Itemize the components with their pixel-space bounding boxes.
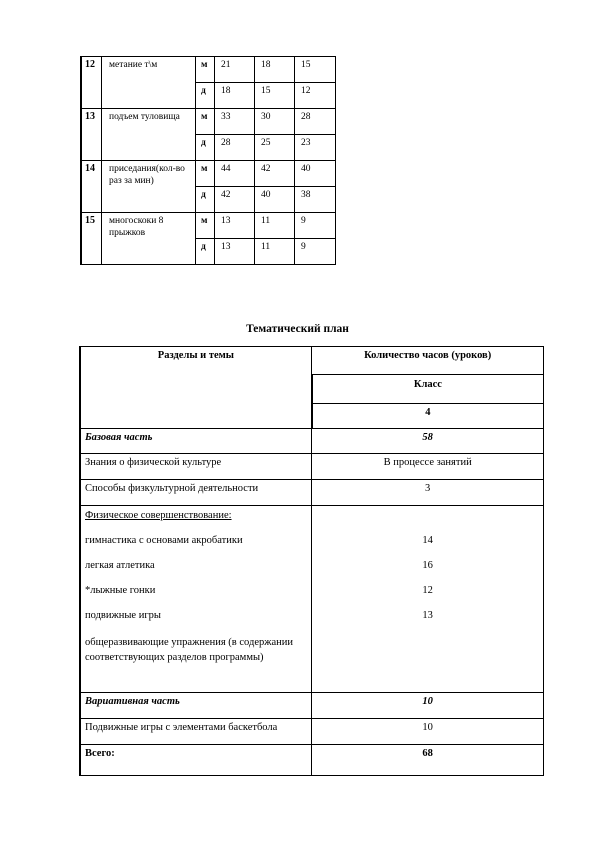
exercise-name: метание т\м bbox=[102, 57, 196, 109]
norm-value: 38 bbox=[295, 187, 336, 213]
table-row bbox=[80, 506, 544, 693]
header-sections: Разделы и темы bbox=[80, 347, 312, 429]
norm-value: 9 bbox=[295, 239, 336, 265]
total-label: Всего: bbox=[80, 745, 312, 776]
table-row bbox=[81, 57, 336, 83]
improvement-value bbox=[316, 509, 539, 534]
basketball-value: 10 bbox=[312, 719, 544, 745]
sex-label: м bbox=[196, 161, 215, 187]
norm-value: 11 bbox=[255, 239, 295, 265]
table-row bbox=[80, 693, 544, 719]
methods-value: 3 bbox=[312, 480, 544, 506]
table-row bbox=[80, 480, 544, 506]
header-grade: 4 bbox=[312, 404, 544, 429]
ski-value: 12 bbox=[422, 585, 433, 596]
athletics-value: 16 bbox=[422, 560, 433, 571]
table-row bbox=[80, 719, 544, 745]
norm-value: 25 bbox=[255, 135, 295, 161]
gym-value: 14 bbox=[422, 535, 433, 546]
sex-label: д bbox=[196, 83, 215, 109]
sex-label: м bbox=[196, 57, 215, 83]
sex-label: д bbox=[196, 135, 215, 161]
methods-label: Способы физкультурной деятельности bbox=[80, 480, 312, 506]
sex-label: м bbox=[196, 213, 215, 239]
table-row bbox=[80, 745, 544, 776]
norm-value: 15 bbox=[255, 83, 295, 109]
page-title: Тематический план bbox=[246, 323, 349, 335]
sex-label: м bbox=[196, 109, 215, 135]
table-row bbox=[81, 161, 336, 187]
games-label: подвижные игры bbox=[85, 610, 161, 621]
games-value: 13 bbox=[422, 610, 433, 621]
variative-part-label: Вариативная часть bbox=[80, 693, 312, 719]
row-number: 12 bbox=[81, 57, 102, 109]
norm-value: 40 bbox=[255, 187, 295, 213]
table-row bbox=[81, 109, 336, 135]
exercise-name: приседания(кол-во раз за мин) bbox=[102, 161, 196, 213]
variative-part-value: 10 bbox=[312, 693, 544, 719]
norm-value: 44 bbox=[215, 161, 255, 187]
norm-value: 13 bbox=[215, 213, 255, 239]
row-number: 15 bbox=[81, 213, 102, 265]
sex-label: д bbox=[196, 187, 215, 213]
general-label: общеразвивающие упражнения (в содержании соответствующих разделов программы) bbox=[85, 637, 294, 663]
norm-value: 28 bbox=[215, 135, 255, 161]
norm-value: 21 bbox=[215, 57, 255, 83]
norm-value: 9 bbox=[295, 213, 336, 239]
norm-value: 23 bbox=[295, 135, 336, 161]
norm-value: 11 bbox=[255, 213, 295, 239]
table-row bbox=[80, 347, 544, 375]
athletics-label: легкая атлетика bbox=[85, 560, 155, 571]
norm-value: 12 bbox=[295, 83, 336, 109]
row-number: 13 bbox=[81, 109, 102, 161]
header-hours: Количество часов (уроков) bbox=[312, 347, 544, 375]
knowledge-value: В процессе занятий bbox=[312, 454, 544, 480]
knowledge-label: Знания о физической культуре bbox=[80, 454, 312, 480]
improvement-cell bbox=[80, 506, 312, 693]
norm-value: 33 bbox=[215, 109, 255, 135]
header-class: Класс bbox=[312, 375, 544, 404]
exercise-name: многоскоки 8 прыжков bbox=[102, 213, 196, 265]
total-value: 68 bbox=[312, 745, 544, 776]
row-number: 14 bbox=[81, 161, 102, 213]
norm-value: 42 bbox=[215, 187, 255, 213]
table-row bbox=[81, 213, 336, 239]
norm-value: 40 bbox=[295, 161, 336, 187]
sex-label: д bbox=[196, 239, 215, 265]
table-row bbox=[80, 429, 544, 454]
exercise-name: подъем туловища bbox=[102, 109, 196, 161]
thematic-plan-table bbox=[79, 346, 544, 776]
norm-value: 18 bbox=[255, 57, 295, 83]
improvement-values bbox=[312, 506, 544, 693]
norms-table bbox=[80, 56, 336, 265]
table-row bbox=[80, 454, 544, 480]
norm-value: 30 bbox=[255, 109, 295, 135]
norm-value: 28 bbox=[295, 109, 336, 135]
base-part-value: 58 bbox=[312, 429, 544, 454]
norm-value: 13 bbox=[215, 239, 255, 265]
norm-value: 42 bbox=[255, 161, 295, 187]
basketball-label: Подвижные игры с элементами баскетбола bbox=[80, 719, 312, 745]
ski-label: *лыжные гонки bbox=[85, 585, 156, 596]
norm-value: 18 bbox=[215, 83, 255, 109]
norm-value: 15 bbox=[295, 57, 336, 83]
improvement-label: Физическое совершенствование: bbox=[85, 510, 232, 521]
base-part-label: Базовая часть bbox=[80, 429, 312, 454]
gym-label: гимнастика с основами акробатики bbox=[85, 535, 243, 546]
